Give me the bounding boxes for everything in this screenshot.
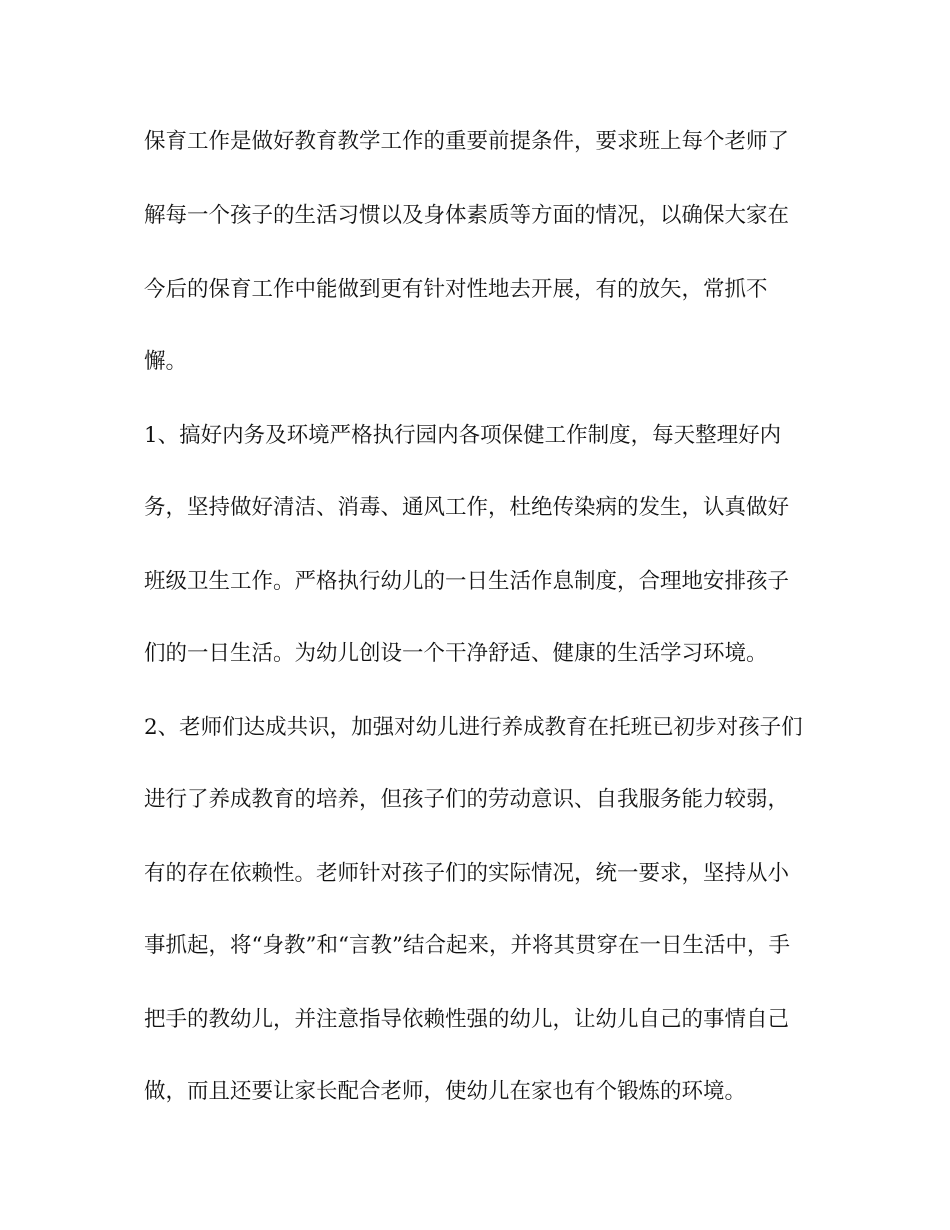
text-line: 有的存在依赖性。老师针对孩子们的实际情况，统一要求，坚持从小: [144, 861, 790, 886]
text-line: 把手的教幼儿，并注意指导依赖性强的幼儿，让幼儿自己的事情自己: [144, 1007, 790, 1032]
text-line: 今后的保育工作中能做到更有针对性地去开展，有的放矢，常抓不: [144, 277, 768, 302]
text-line: 们的一日生活。为幼儿创设一个干净舒适、健康的生活学习环境。: [144, 641, 768, 666]
text-line: 2、老师们达成共识，加强对幼儿进行养成教育在托班已初步对孩子们: [144, 715, 803, 740]
text-line: 保育工作是做好教育教学工作的重要前提条件，要求班上每个老师了: [144, 129, 790, 154]
text-line: 班级卫生工作。严格执行幼儿的一日生活作息制度，合理地安排孩子: [144, 569, 790, 594]
text-line: 懈。: [144, 349, 188, 374]
text-line: 务，坚持做好清洁、消毒、通风工作，杜绝传染病的发生，认真做好: [144, 495, 790, 520]
text-line: 做，而且还要让家长配合老师，使幼儿在家也有个锻炼的环境。: [144, 1079, 747, 1104]
text-line: 进行了养成教育的培养，但孩子们的劳动意识、自我服务能力较弱，: [144, 787, 790, 812]
text-line: 解每一个孩子的生活习惯以及身体素质等方面的情况，以确保大家在: [144, 203, 790, 228]
text-line: 1、搞好内务及环境严格执行园内各项保健工作制度，每天整理好内: [144, 423, 782, 448]
text-line: 事抓起，将“身教”和“言教”结合起来，并将其贯穿在一日生活中，手: [144, 933, 790, 958]
